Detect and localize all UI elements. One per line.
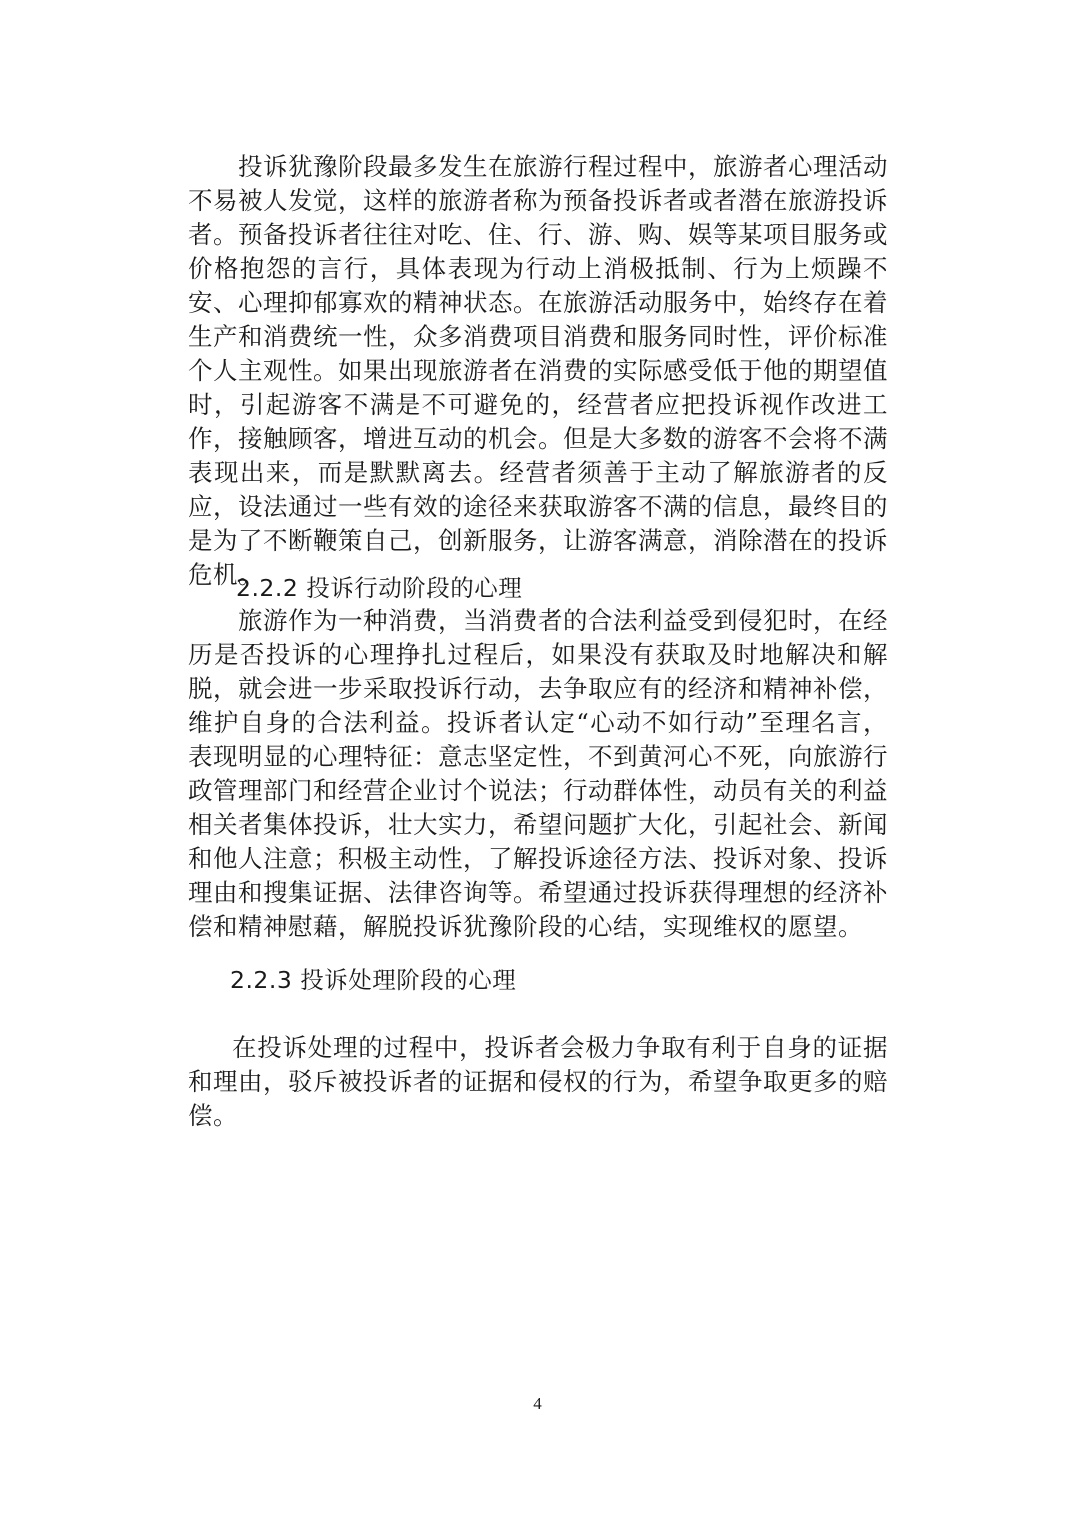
paragraph-complaint-handling: 在投诉处理的过程中，投诉者会极力争取有利于自身的证据和理由，驳斥被投诉者的证据和侵权的行为，希望争取更多的赔偿。	[188, 1033, 888, 1130]
paragraph-complaint-action: 旅游作为一种消费，当消费者的合法利益受到侵犯时，在经历是否投诉的心理挣扎过程后，如果没有获取及时地解决和解脱，就会进一步采取投诉行动，去争取应有的经济和精神补偿，维护自身的合法利益。投诉者认定“心动不如行动”至理名言，表现明显的心理特征：意志坚定性，不到黄河心不死，向旅游行政管理部门和经营企业讨个说法；行动群体性，动员有关的利益相关者集体投诉，壮大实力，希望问题扩大化，引起社会、新闻和他人注意；积极主动性，了解投诉途径方法、投诉对象、投诉理由和搜集证据、法律咨询等。希望通过投诉获得理想的经济补偿和精神慰藉，解脱投诉犹豫阶段的心结，实现维权的愿望。	[188, 606, 888, 941]
paragraph-complaint-hesitation: 投诉犹豫阶段最多发生在旅游行程过程中，旅游者心理活动不易被人发觉，这样的旅游者称为预备投诉者或者潜在旅游投诉者。预备投诉者往往对吃、住、行、游、购、娱等某项目服务或价格抱怨的言行，具体表现为行动上消极抵制、行为上烦躁不安、心理抑郁寡欢的精神状态。在旅游活动服务中，始终存在着生产和消费统一性，众多消费项目消费和服务同时性，评价标准个人主观性。如果出现旅游者在消费的实际感受低于他的期望值时，引起游客不满是不可避免的，经营者应把投诉视作改进工作，接触顾客，增进互动的机会。但是大多数的游客不会将不满表现出来，而是默默离去。经营者须善于主动了解旅游者的反应，设法通过一些有效的途径来获取游客不满的信息，最终目的是为了不断鞭策自己，创新服务，让游客满意，消除潜在的投诉危机。	[188, 152, 888, 589]
section-heading-2-2-3: 2.2.3 投诉处理阶段的心理	[230, 966, 517, 994]
section-heading-2-2-2: 2.2.2 投诉行动阶段的心理	[236, 574, 523, 602]
page-number: 4	[533, 1394, 542, 1413]
